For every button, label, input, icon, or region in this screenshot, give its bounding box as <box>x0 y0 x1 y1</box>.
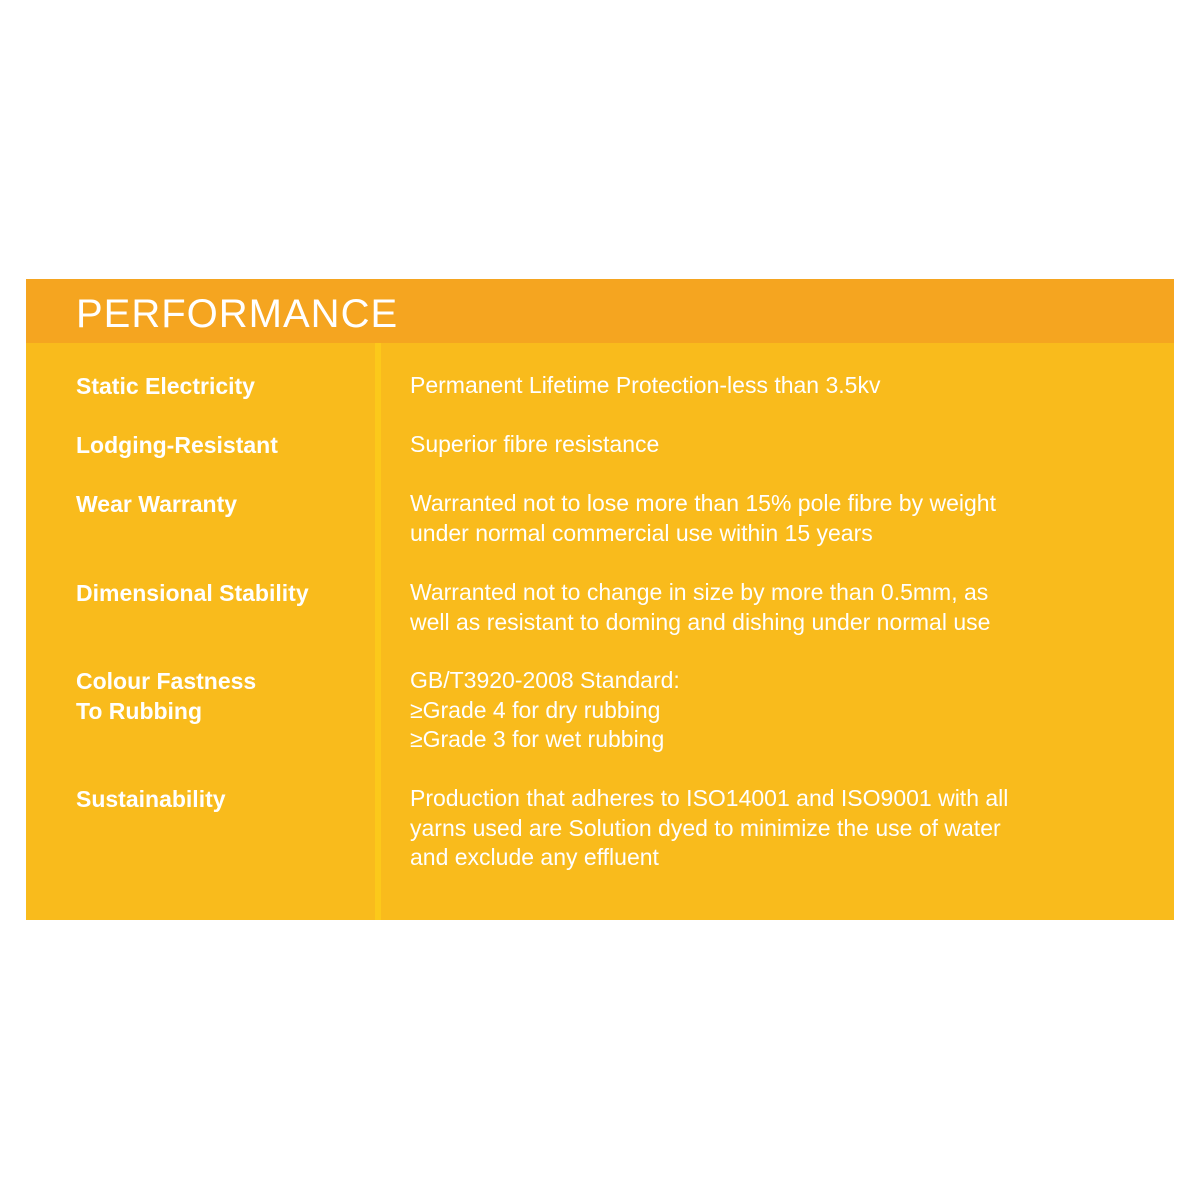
spec-value-line: ≥Grade 4 for dry rubbing <box>410 696 661 723</box>
spec-label <box>76 784 366 814</box>
spec-value-line: GB/T3920-2008 Standard: <box>410 667 680 693</box>
spec-value <box>410 578 1170 637</box>
spec-value-line: Warranted not to change in size by more than 0.5mm, as <box>410 579 989 605</box>
spec-value-line: well as resistant to doming and dishing under normal use <box>410 608 991 635</box>
spec-value-line: ≥Grade 3 for wet rubbing <box>410 726 665 752</box>
column-divider <box>375 343 381 920</box>
panel-header <box>26 279 1174 343</box>
spec-value-line: Warranted not to lose more than 15% pole fibre by weight <box>410 490 996 516</box>
spec-label-line: Sustainability <box>76 786 226 812</box>
spec-value <box>410 371 1170 401</box>
performance-panel <box>26 279 1174 920</box>
spec-value-line: Permanent Lifetime Protection-less than 3.5kv <box>410 372 881 398</box>
spec-label <box>76 578 366 608</box>
spec-label-line: Static Electricity <box>76 373 255 399</box>
spec-value <box>410 430 1170 460</box>
spec-value-line: yarns used are Solution dyed to minimize the use of water <box>410 814 1001 841</box>
spec-value-line: Production that adheres to ISO14001 and ISO9001 with all <box>410 785 1009 811</box>
spec-value-line: and exclude any effluent <box>410 844 659 870</box>
spec-label-line: Lodging-Resistant <box>76 432 278 458</box>
spec-label <box>76 371 366 401</box>
spec-label <box>76 666 366 726</box>
spec-label <box>76 489 366 519</box>
panel-title: PERFORMANCE <box>76 292 399 336</box>
spec-value <box>410 784 1170 873</box>
spec-label-line: Colour Fastness <box>76 668 257 694</box>
spec-value-line: Superior fibre resistance <box>410 431 660 457</box>
spec-label-line: Dimensional Stability <box>76 580 309 606</box>
spec-value <box>410 666 1170 755</box>
spec-label <box>76 430 366 460</box>
spec-label-line: To Rubbing <box>76 698 203 724</box>
spec-label-line: Wear Warranty <box>76 491 238 517</box>
spec-value <box>410 489 1170 548</box>
spec-value-line: under normal commercial use within 15 years <box>410 519 873 546</box>
